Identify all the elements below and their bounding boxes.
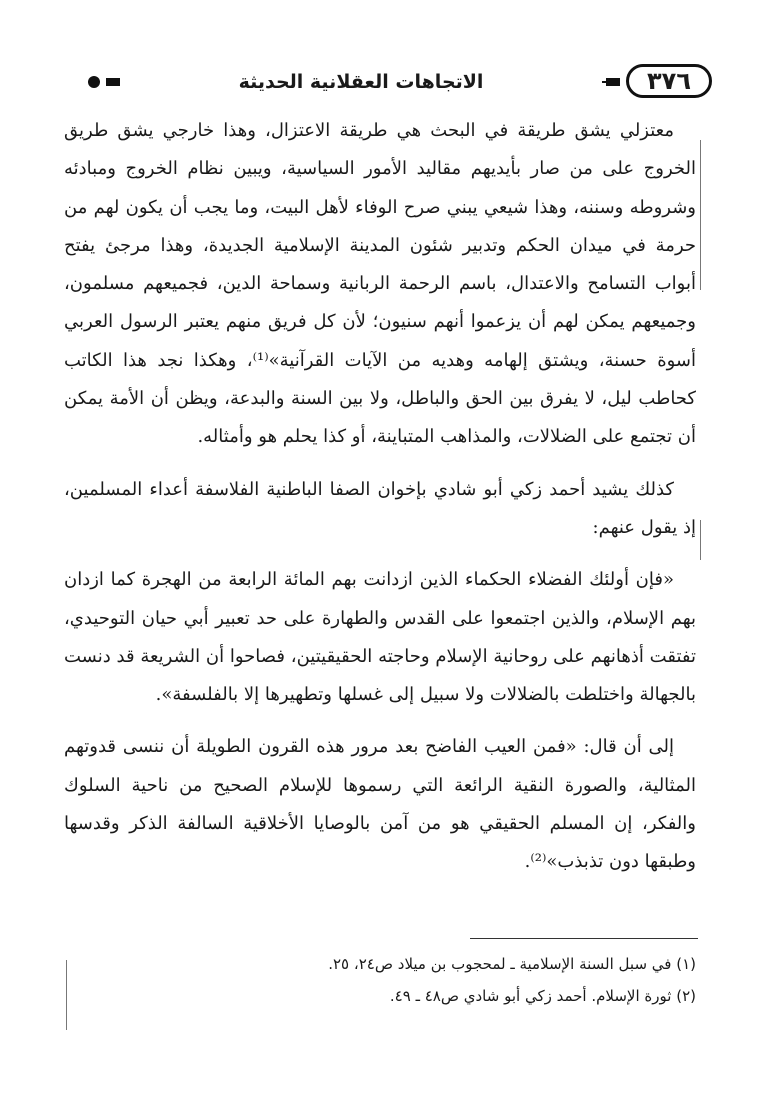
page-header — [80, 64, 712, 104]
paragraph: معتزلي يشق طريقة في البحث هي طريقة الاعتزال، وهذا خارجي يشق طريق الخروج على من صار بأيديهم مقاليد الأمور السياسية، ويبين نظام الخروج ومبادئه وشروطه وسننه، وهذا شيعي يبني صرح الوفاء لأهل البيت، وما يجب أن يكون لهم من حرمة في ميدان الحكم وتدبير شئون المدينة الإسلامية الجديدة، وهذا مرجئ يفتح أبواب التسامح والاعتدال، باسم الرحمة الربانية وسماحة الدين، فجميعهم مسلمون، وجميعهم يمكن لهم أن يزعموا أنهم سنيون؛ لأن كل فريق منهم يعتبر الرسول العربي أسوة حسنة، ويشتق إلهامه وهديه من الآيات القرآنية»⁽¹⁾، وهكذا نجد هذا الكاتب كحاطب ليل، لا يفرق بين الحق والباطل، ولا بين السنة والبدعة، ويظن أن الأمة يمكن أن تجتمع على الضلالات، والمذاهب المتباينة، أو كذا يحلم هو وأمثاله. — [64, 120, 697, 448]
footnote: (١) في سبل السنة الإسلامية ـ لمحجوب بن ميلاد ص٢٤، ٢٥. — [328, 955, 696, 973]
scan-margin-mark — [700, 140, 701, 290]
header-bullet-icon — [88, 76, 100, 88]
scan-margin-mark — [700, 520, 701, 560]
footnote: (٢) ثورة الإسلام. أحمد زكي أبو شادي ص٤٨ ـ ٤٩. — [389, 987, 696, 1005]
page-number: ٣٧٦ — [626, 64, 712, 98]
running-title: الاتجاهات العقلانية الحديثة — [120, 64, 602, 100]
scan-margin-mark — [66, 960, 67, 1030]
header-rule-end-right — [606, 78, 620, 86]
paragraph: «فإن أولئك الفضلاء الحكماء الذين ازدانت بهم المائة الرابعة من الهجرة كما ازدان بهم الإسلام، والذين اجتمعوا على القدس والطهارة على حد تعبير أبي حيان التوحيدي، تفتقت أذهانهم على روحانية الإسلام وحاجته الحقيقيتين، فصاحوا أن الشريعة قد دنست بالجهالة واختلطت بالضلالات ولا سبيل إلى غسلها وتطهيرها إلا بالفلسفة». — [64, 569, 696, 706]
body-text — [64, 112, 696, 882]
footnote-separator — [470, 938, 698, 939]
paragraph: كذلك يشيد أحمد زكي أبو شادي بإخوان الصفا الباطنية الفلاسفة أعداء المسلمين، إذ يقول عنهم: — [64, 478, 696, 538]
header-rule-end-left — [106, 78, 120, 86]
footnotes — [64, 948, 696, 1012]
paragraph: إلى أن قال: «فمن العيب الفاضح بعد مرور هذه القرون الطويلة أن ننسى قدوتهم المثالية، والصورة النقية الرائعة التي رسموها للإسلام الصحيح من ناحية السلوك والفكر، إن المسلم الحقيقي هو من آمن بالوصايا الأخلاقية السالفة الذكر وقدسها وطبقها دون تذبذب»⁽²⁾. — [64, 736, 696, 873]
